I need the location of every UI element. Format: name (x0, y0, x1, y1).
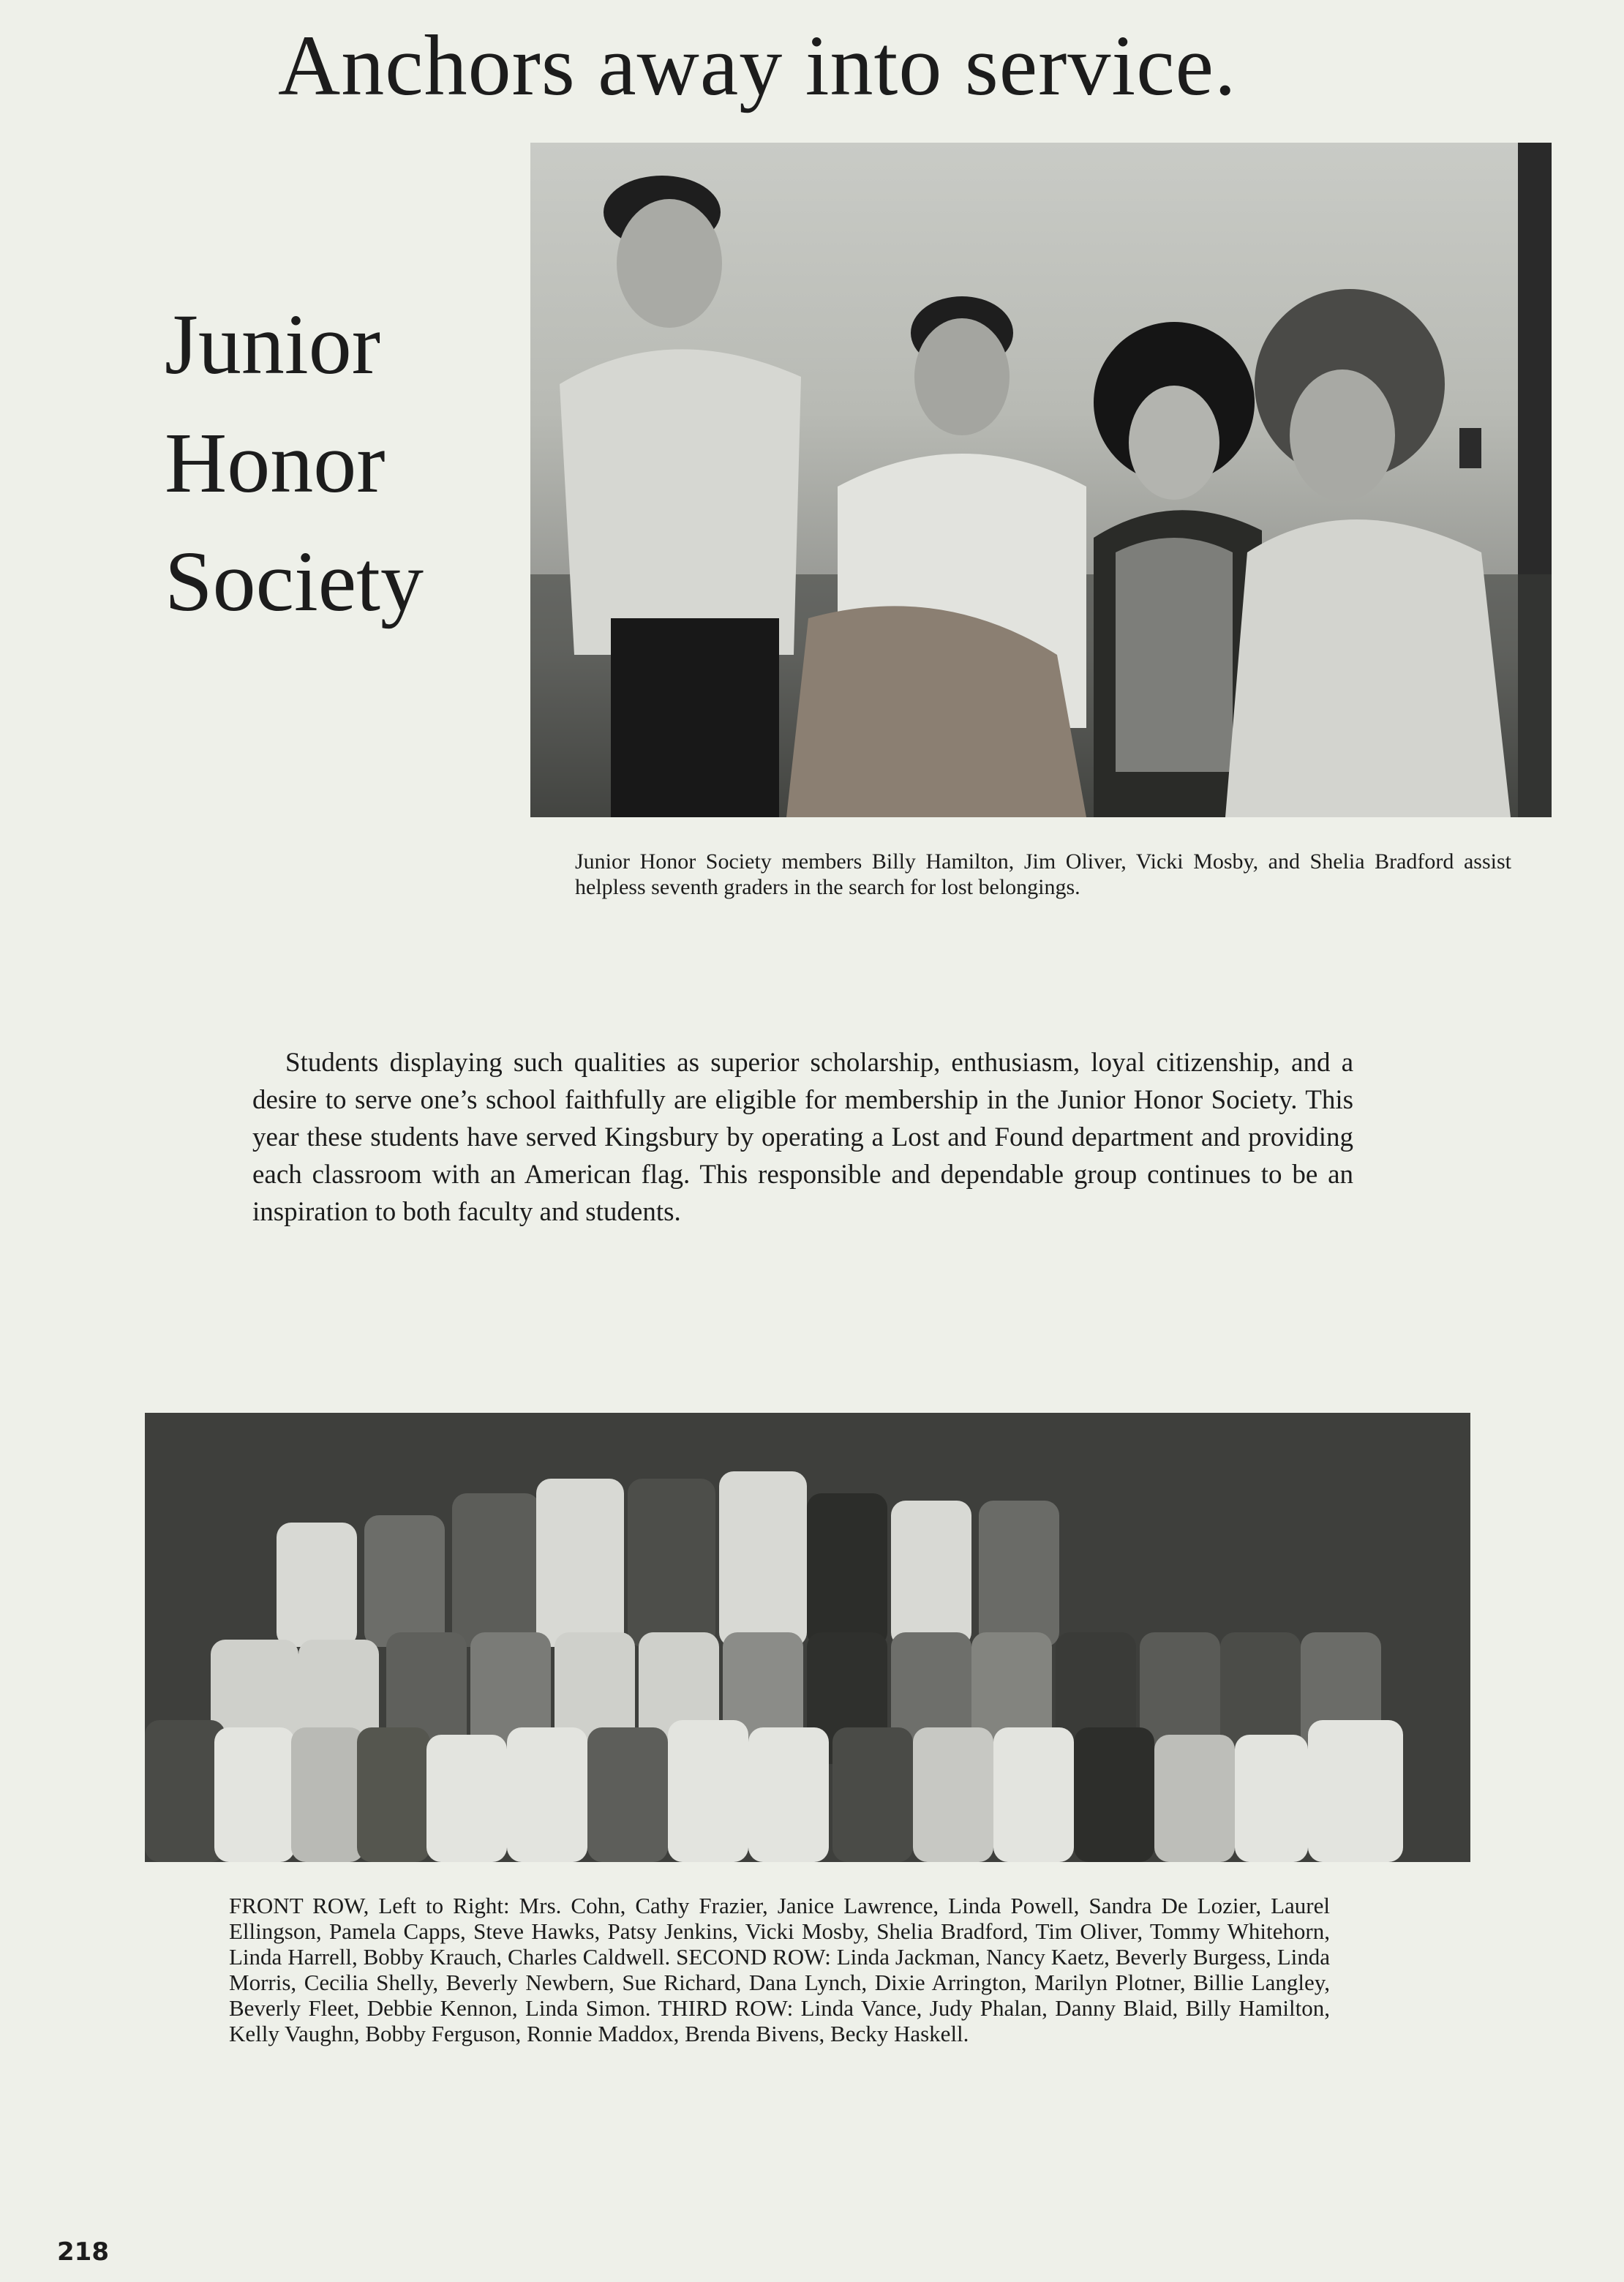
section-heading-line-3: Society (165, 533, 424, 629)
section-heading (165, 285, 486, 641)
members-photo-caption: Junior Honor Society members Billy Hamilton, Jim Oliver, Vicki Mosby, and Shelia Bradford assist helpless seventh graders in the search for lost belongings. (575, 849, 1511, 899)
members-photo (530, 143, 1552, 817)
page-title: Anchors away into service. (278, 18, 1237, 113)
section-heading-line-1: Junior (165, 296, 380, 392)
group-photo-caption: FRONT ROW, Left to Right: Mrs. Cohn, Cathy Frazier, Janice Lawrence, Linda Powell, Sandra De Lozier, Laurel Ellingson, Pamela Capps, Steve Hawks, Patsy Jenkins, Vicki Mosby, Shelia Bradford, Tim Oliver, Tommy Whitehorn, Linda Harrell, Bobby Krauch, Charles Caldwell. SECOND ROW: Linda Jackman, Nancy Kaetz, Beverly Burgess, Linda Morris, Cecilia Shelly, Beverly Newbern, Sue Richard, Dana Lynch, Dixie Arrington, Marilyn Plotner, Billie Langley, Beverly Fleet, Debbie Kennon, Linda Simon. THIRD ROW: Linda Vance, Judy Phalan, Danny Blaid, Billy Hamilton, Kelly Vaughn, Bobby Ferguson, Ronnie Maddox, Brenda Bivens, Becky Haskell. (229, 1893, 1330, 2046)
section-heading-line-2: Honor (165, 415, 386, 511)
body-paragraph: Students displaying such qualities as superior scholarship, enthusiasm, loyal citizenship, and a desire to serve one’s school faithfully are eligible for membership in the Junior Honor Society. This year these students have served Kingsbury by operating a Lost and Found department and providing each classroom with an American flag. This responsible and dependable group continues to be an inspiration to both faculty and students. (252, 1048, 1353, 1227)
group-photo-illustration (145, 1413, 1470, 1862)
members-photo-illustration (530, 143, 1552, 817)
group-photo (145, 1413, 1470, 1862)
page-number: 218 (57, 2237, 109, 2267)
